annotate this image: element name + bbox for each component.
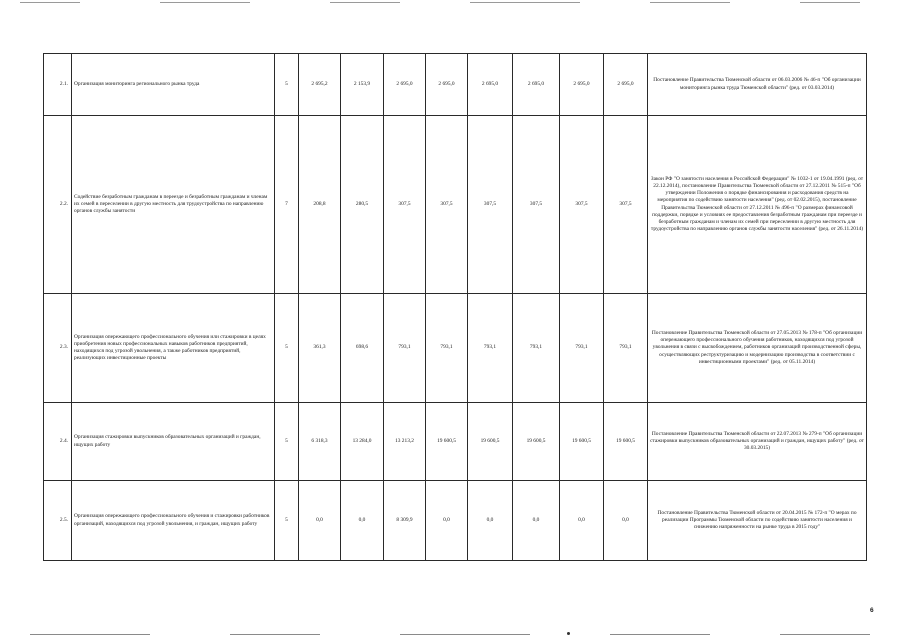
goal-code: 7 xyxy=(275,116,299,294)
measure-name: Организация мониторинга регионального рынка труда xyxy=(72,54,275,116)
goal-code: 5 xyxy=(275,294,299,403)
amount-cell: 2 695,0 xyxy=(384,54,426,116)
budget-table xyxy=(43,53,867,561)
goal-code: 5 xyxy=(275,54,299,116)
scan-artifact-top xyxy=(0,2,905,4)
legal-basis: Постановление Правительства Тюменской области от 06.03.2006 № 46-п "Об организации мониторинга рынка труда Тюменской области" (ред. от 03.03.2014) xyxy=(648,54,867,116)
row-number: 2.1. xyxy=(44,54,72,116)
amount-cell: 2 695,2 xyxy=(299,54,341,116)
scan-dot xyxy=(567,632,570,635)
table-row xyxy=(44,54,867,116)
amount-cell: 307,5 xyxy=(604,116,648,294)
legal-basis: Постановление Правительства Тюменской области от 27.05.2013 № 178-п "Об организации опережающего профессионального обучения работников, находящихся под угрозой увольнения в связи с высвобождением, работников организаций производственной сферы, осуществляющих реструктуризацию и модернизацию производства в соответствии с инвестиционными проектами" (ред. от 05.11.2014) xyxy=(648,294,867,403)
amount-cell: 19 600,5 xyxy=(604,403,648,481)
amount-cell: 8 309,9 xyxy=(384,481,426,561)
amount-cell: 307,5 xyxy=(560,116,604,294)
amount-cell: 307,5 xyxy=(513,116,560,294)
goal-code: 5 xyxy=(275,403,299,481)
row-number: 2.2. xyxy=(44,116,72,294)
amount-cell: 208,8 xyxy=(299,116,341,294)
amount-cell: 2 695,0 xyxy=(560,54,604,116)
table-row xyxy=(44,481,867,561)
amount-cell: 19 600,5 xyxy=(426,403,468,481)
legal-basis: Постановление Правительства Тюменской области от 22.07.2013 № 279-п "Об организации стажировки выпускников образовательных организаций и граждан, ищущих работу" (ред. от 30.03.2015) xyxy=(648,403,867,481)
amount-cell: 361,3 xyxy=(299,294,341,403)
measure-name: Организация опережающего профессионального обучения и стажировки работников организаций, находящихся под угрозой увольнения, и граждан, ищущих работу xyxy=(72,481,275,561)
measure-name: Организация опережающего профессионального обучения или стажировки в целях приобретения новых профессиональных навыков работников предприятий, находящихся под угрозой увольнения, а также работников предприятий, реализующих инвестиционные проекты xyxy=(72,294,275,403)
amount-cell: 793,1 xyxy=(513,294,560,403)
amount-cell: 793,1 xyxy=(560,294,604,403)
amount-cell: 2 695,0 xyxy=(468,54,513,116)
row-number: 2.3. xyxy=(44,294,72,403)
amount-cell: 19 600,5 xyxy=(468,403,513,481)
amount-cell: 307,5 xyxy=(426,116,468,294)
amount-cell: 19 600,5 xyxy=(513,403,560,481)
amount-cell: 2 695,0 xyxy=(426,54,468,116)
table-row xyxy=(44,403,867,481)
amount-cell: 0,0 xyxy=(341,481,384,561)
amount-cell: 19 600,5 xyxy=(560,403,604,481)
table-row xyxy=(44,116,867,294)
table-row xyxy=(44,294,867,403)
page-number: 6 xyxy=(870,607,874,614)
amount-cell: 0,0 xyxy=(299,481,341,561)
amount-cell: 793,1 xyxy=(604,294,648,403)
amount-cell: 2 153,9 xyxy=(341,54,384,116)
amount-cell: 307,5 xyxy=(384,116,426,294)
amount-cell: 0,0 xyxy=(468,481,513,561)
measure-name: Организация стажировки выпускников образовательных организаций и граждан, ищущих работу xyxy=(72,403,275,481)
amount-cell: 0,0 xyxy=(426,481,468,561)
amount-cell: 793,1 xyxy=(426,294,468,403)
amount-cell: 793,1 xyxy=(384,294,426,403)
amount-cell: 13 213,2 xyxy=(384,403,426,481)
amount-cell: 698,6 xyxy=(341,294,384,403)
row-number: 2.4. xyxy=(44,403,72,481)
amount-cell: 2 695,0 xyxy=(513,54,560,116)
measure-name: Содействие безработным гражданам в переезде и безработным гражданам и членам их семей в переселении в другую местность для трудоустройства по направлению органов службы занятости xyxy=(72,116,275,294)
amount-cell: 0,0 xyxy=(560,481,604,561)
row-number: 2.5. xyxy=(44,481,72,561)
amount-cell: 6 318,3 xyxy=(299,403,341,481)
legal-basis: Закон РФ "О занятости населения в Российской Федерации" № 1032-1 от 19.04.1991 (ред. от 22.12.2014), постановление Правительства Тюменской области от 27.12.2011 № 515-п "Об утверждении Положения о порядке финансирования и расходования средств на мероприятия по содействию занятости населения" (ред. от 02.02.2015), постановление Правительства Тюменской области от 27.12.2011 № 496-п "О размерах финансовой поддержки, порядке и условиях ее предоставления безработным гражданам при переезде и безработным гражданам и членам их семей при переселении в другую местность для трудоустройства по направлению органов службы занятости населения" (ред. от 26.11.2014) xyxy=(648,116,867,294)
amount-cell: 280,5 xyxy=(341,116,384,294)
amount-cell: 307,5 xyxy=(468,116,513,294)
amount-cell: 2 695,0 xyxy=(604,54,648,116)
amount-cell: 793,1 xyxy=(468,294,513,403)
amount-cell: 0,0 xyxy=(604,481,648,561)
goal-code: 5 xyxy=(275,481,299,561)
amount-cell: 0,0 xyxy=(513,481,560,561)
scan-artifact-bottom xyxy=(0,634,905,637)
amount-cell: 13 284,0 xyxy=(341,403,384,481)
legal-basis: Постановление Правительства Тюменской области от 20.04.2015 № 172-п "О мерах по реализации Программы Тюменской области по содействию занятости населения и снижению напряженности на рынке труда в 2015 году" xyxy=(648,481,867,561)
